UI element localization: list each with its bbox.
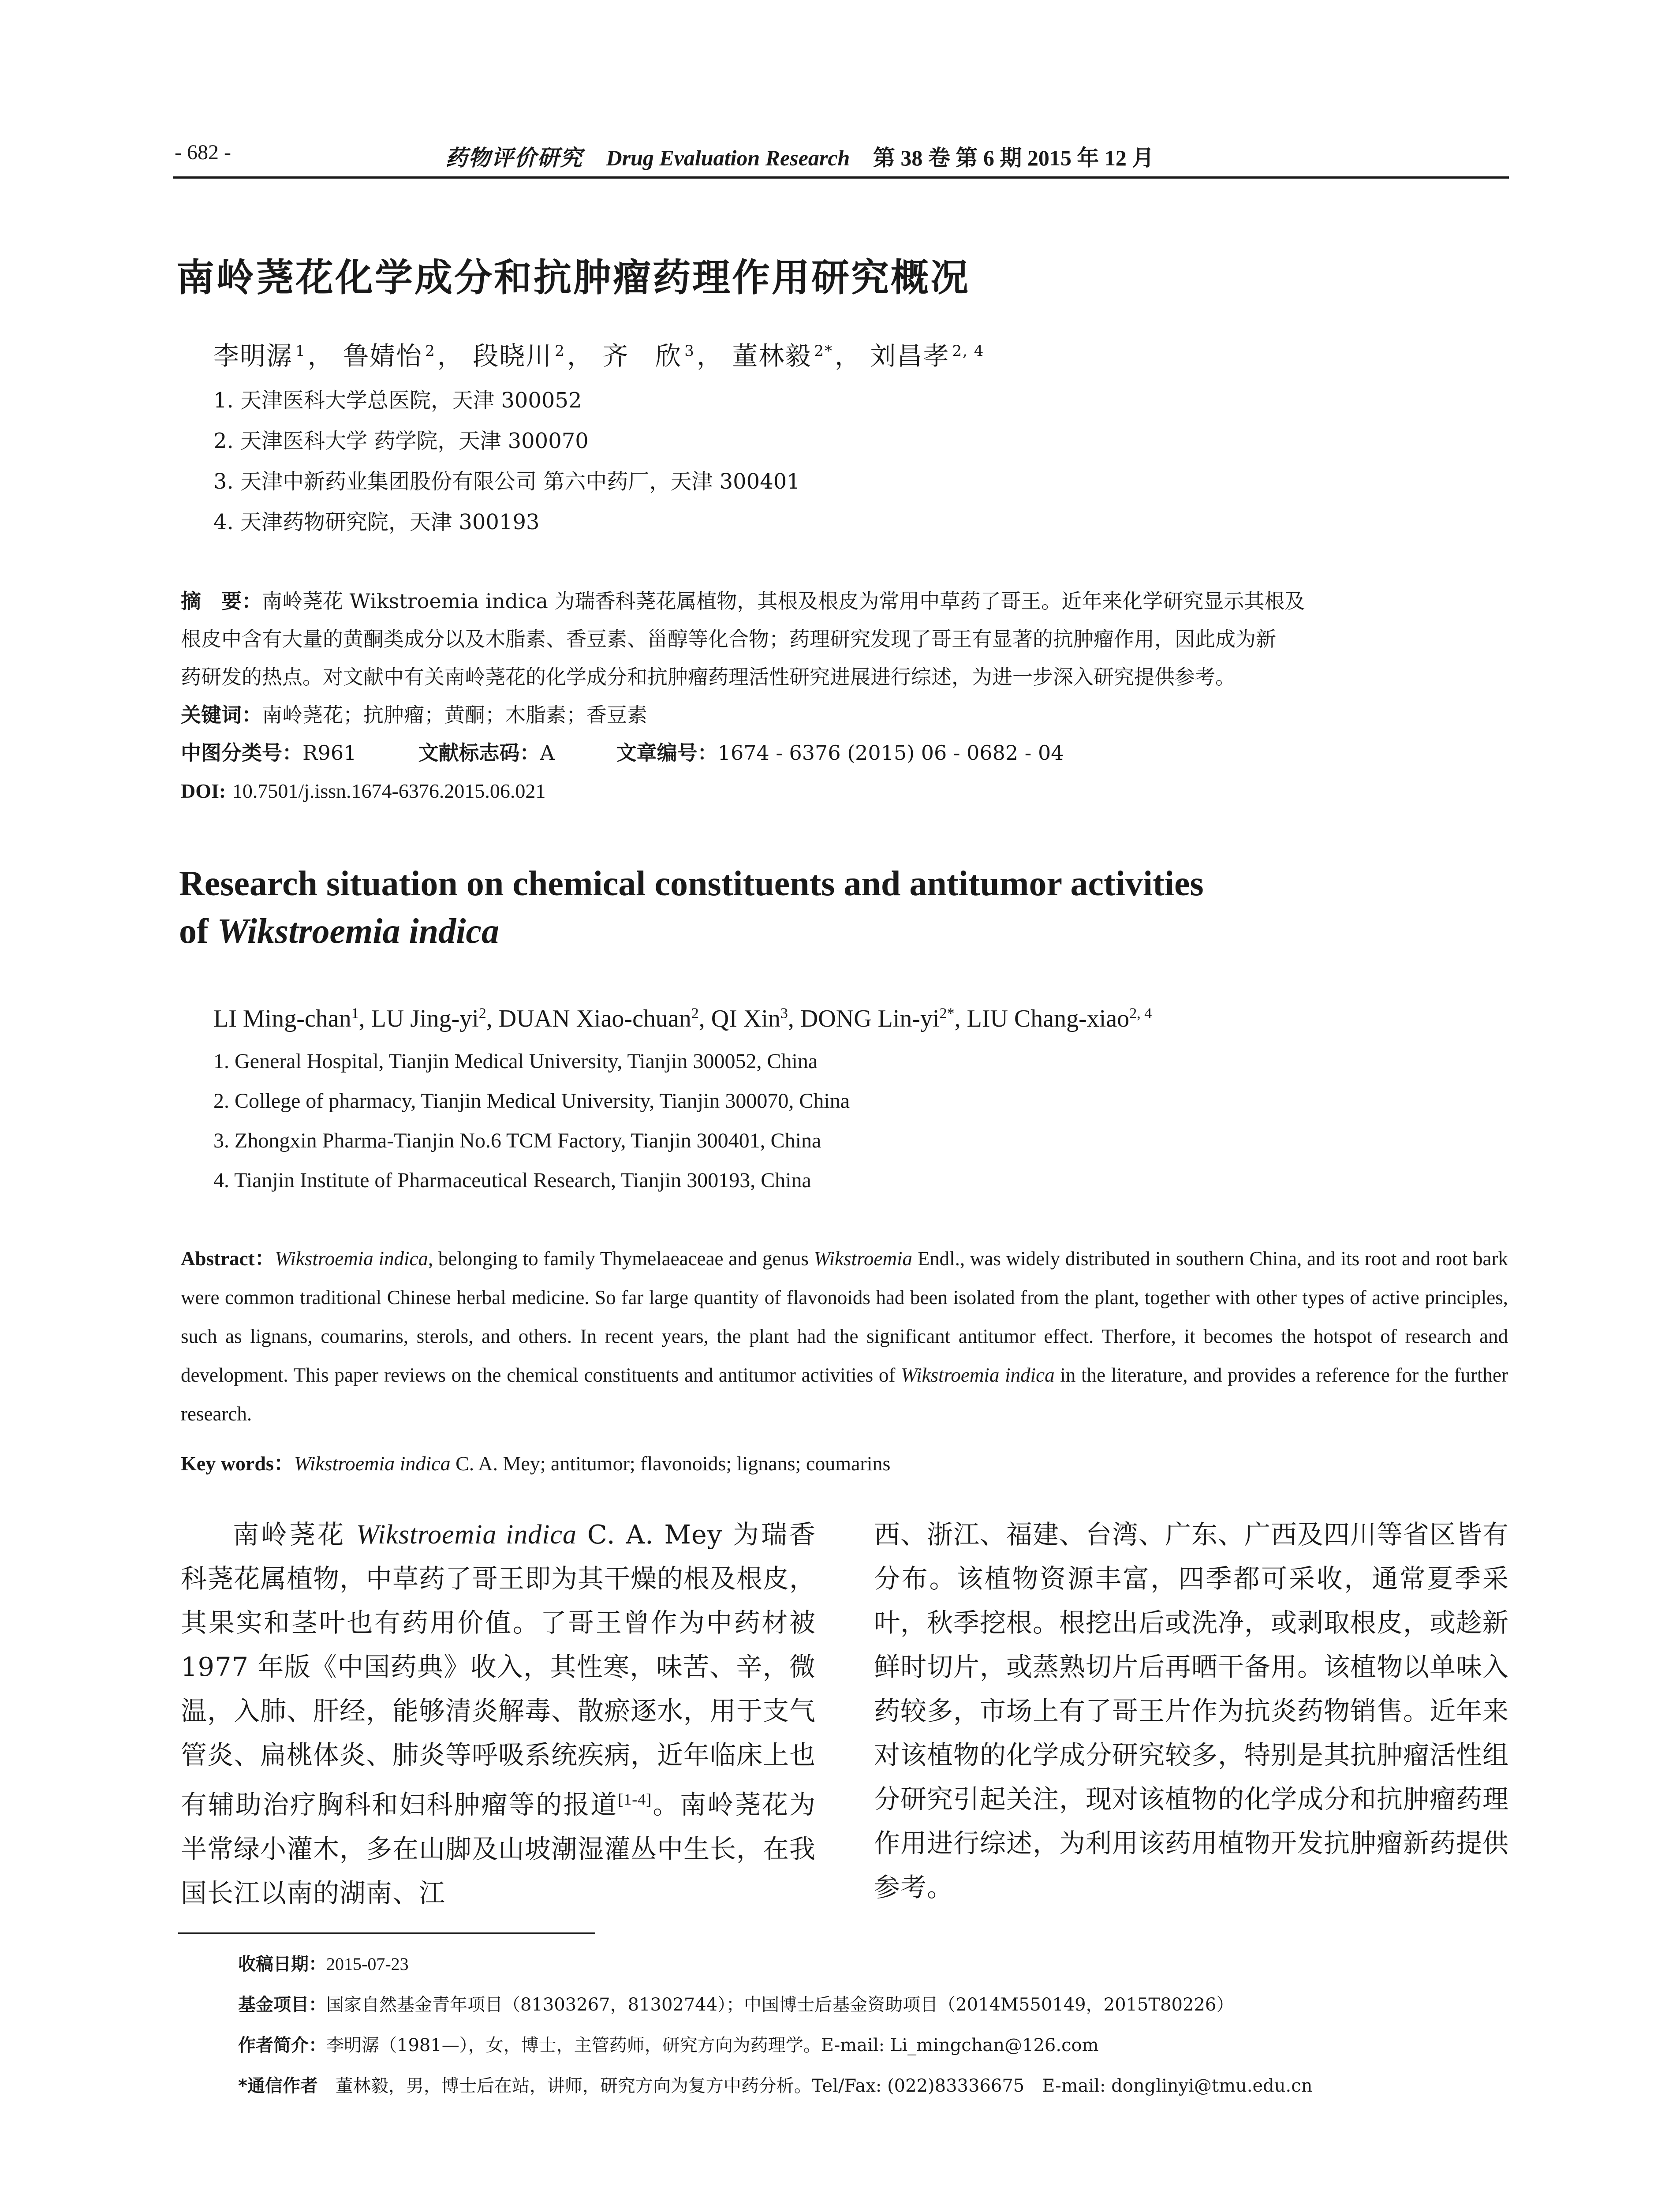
abstract-en [181, 1239, 1508, 1433]
page-number: - 682 - [175, 141, 231, 164]
abstract-cn-line: 南岭荛花 Wikstroemia indica 为瑞香科荛花属植物，其根及根皮为常用中草药了哥王。近年来化学研究显示其根及 [262, 589, 1305, 613]
author-cn: 李明潺 [213, 341, 293, 371]
body-text: C. A. Mey 为瑞香科荛花属植物，中草药了哥王即为其干燥的根及根皮，其果实和茎叶也有药用价值。了哥王曾作为中药材被 1977 年版《中国药典》收入，其性寒，味苦、辛，微温，入肺、肝经，能够清炎解毒、散瘀逐水，用于支气管炎、扁桃体炎、肺炎等呼吸系统疾病，近年临床上也有辅助治疗胸科和妇科肿瘤等的报道 [181, 1519, 816, 1820]
author-cn: 段晓川 [473, 341, 553, 371]
doc-code-label: 文献标志码： [418, 741, 540, 765]
author-en: LU Jing-yi [371, 1005, 479, 1032]
abstract-cn [181, 582, 1508, 810]
corresponding-info: 董林毅，男，博士后在站，讲师，研究方向为复方中药分析。Tel/Fax: (022)83336675 E-mail: donglinyi@tmu.edu.cn [317, 2076, 1313, 2096]
affiliation-en: 1. General Hospital, Tianjin Medical University, Tianjin 300052, China [213, 1050, 818, 1073]
keywords-en-species: Wikstroemia indica [294, 1452, 451, 1475]
author-en-sup: 2 [691, 1005, 699, 1022]
keywords-en-text: C. A. Mey; antitumor; flavonoids; lignans; coumarins [450, 1452, 891, 1475]
affiliation-cn: 3. 天津中新药业集团股份有限公司 第六中药厂，天津 300401 [213, 469, 800, 494]
affiliations-en [213, 1042, 850, 1200]
journal-header [445, 140, 1154, 172]
author-cn-sup: 1 [295, 342, 306, 360]
abstract-cn-line: 药研发的热点。对文献中有关南岭荛花的化学成分和抗肿瘤药理活性研究进展进行综述，为进一步深入研究提供参考。 [181, 665, 1236, 689]
body-column-left [181, 1513, 816, 1915]
author-cn: 鲁婧怡 [343, 341, 423, 371]
author-en-sup: 1 [351, 1005, 359, 1022]
abstract-en-species: Wikstroemia indica [901, 1364, 1055, 1386]
journal-logo: 药物评价研究 [445, 145, 583, 171]
title-en-species: Wikstroemia indica [217, 912, 499, 951]
body-species: Wikstroemia indica [356, 1520, 577, 1550]
abstract-en-label: Abstract： [181, 1248, 275, 1270]
author-en: LI Ming-chan [213, 1005, 351, 1032]
affiliation-cn: 1. 天津医科大学总医院，天津 300052 [213, 388, 582, 413]
citation-ref[interactable]: [1-4] [618, 1790, 652, 1808]
keywords-cn-label: 关键词： [181, 703, 262, 727]
keywords-en [181, 1447, 890, 1476]
author-en: QI Xin [711, 1005, 780, 1032]
article-no-label: 文章编号： [616, 741, 718, 765]
classification-row [181, 734, 1508, 772]
author-en: DUAN Xiao-chuan [498, 1005, 691, 1032]
body-text: 西、浙江、福建、台湾、广东、广西及四川等省区皆有分布。该植物资源丰富，四季都可采收，通常夏季采叶，秋季挖根。根挖出后或洗净，或剥取根皮，或趁新鲜时切片，或蒸熟切片后再晒干备用。该植物以单味入药较多，市场上有了哥王片作为抗炎药物销售。近年来对该植物的化学成分研究较多，特别是其抗肿瘤活性组分研究引起关注，现对该植物的化学成分和抗肿瘤药理作用进行综述，为利用该药用植物开发抗肿瘤新药提供参考。 [874, 1519, 1509, 1902]
author-cn-sup: 2 [425, 342, 436, 360]
author-en-sup: 2* [939, 1005, 955, 1022]
title-en-prefix: of [179, 912, 217, 951]
title-en-line1: Research situation on chemical constituents and antitumor activities [179, 864, 1204, 903]
fund-value: 国家自然基金青年项目（81303267，81302744）；中国博士后基金资助项目（2014M550149，2015T80226） [326, 1995, 1234, 2015]
doi-label: DOI: [181, 780, 226, 802]
body-text: 。南岭荛花为半常绿小灌木，多在山脚及山坡潮湿灌丛中生长，在我国长江以南的湖南、江 [181, 1789, 816, 1908]
author-cn: 齐 欣 [602, 341, 682, 371]
keywords-en-label: Key words： [181, 1452, 294, 1475]
affiliation-cn: 2. 天津医科大学 药学院，天津 300070 [213, 429, 589, 453]
corresponding-label: *通信作者 [238, 2076, 318, 2096]
clc-value: R961 [302, 741, 357, 765]
author-cn-sup: 2, 4 [952, 342, 985, 360]
header-rule [173, 176, 1509, 179]
abstract-en-text: , belonging to family Thymelaeaceae and genus [428, 1248, 814, 1270]
author-cn: 刘昌孝 [870, 341, 950, 371]
affiliation-en: 3. Zhongxin Pharma-Tianjin No.6 TCM Factory, Tianjin 300401, China [213, 1129, 821, 1152]
author-en: DONG Lin-yi [800, 1005, 940, 1032]
received-date: 2015-07-23 [326, 1954, 409, 1974]
author-en-sup: 2 [478, 1005, 486, 1022]
body-text: 南岭荛花 [233, 1519, 356, 1550]
doc-code-value: A [540, 741, 555, 765]
doi-value[interactable]: 10.7501/j.issn.1674-6376.2015.06.021 [232, 780, 546, 802]
article-no-value: 1674 - 6376 (2015) 06 - 0682 - 04 [717, 741, 1064, 765]
author-bio-label: 作者简介： [238, 2035, 326, 2056]
author-bio: 李明潺（1981—），女，博士，主管药师，研究方向为药理学。E-mail: Li_mingchan@126.com [326, 2035, 1099, 2056]
abstract-en-species: Wikstroemia indica [275, 1248, 428, 1270]
author-cn-sup: 2* [814, 342, 833, 360]
abstract-en-text: Endl., was widely distributed in southern China, and its root and root bark were common traditional Chinese herbal medicine. So far large quantity of flavonoids had been isolated from the plant, together with other types of active principles, such as lignans, coumarins, sterols, and others. In recent years, the plant had the significant antitumor effect. Therfore, it becomes the hotspot of research and development. This paper reviews on the chemical constituents and antitumor activities of [181, 1248, 1508, 1386]
abstract-cn-line: 根皮中含有大量的黄酮类成分以及木脂素、香豆素、甾醇等化合物；药理研究发现了哥王有显著的抗肿瘤作用，因此成为新 [181, 627, 1276, 651]
clc-label: 中图分类号： [181, 741, 302, 765]
abstract-cn-label: 摘 要： [181, 589, 262, 613]
author-en-sup: 2, 4 [1129, 1005, 1152, 1022]
authors-en: LI Ming-chan$^1$, LU Jing-$yi^2$, DUAN Xiao-chuan$^2$, QI Xin$^3$, DONG Lin-$yi^{2*}$, LIU Chang-xiao$^{2, 4}$ [213, 1005, 1152, 1032]
footnote-rule [178, 1932, 595, 1934]
keywords-cn: 南岭荛花；抗肿瘤；黄酮；木脂素；香豆素 [262, 703, 647, 727]
paper-title-en [179, 860, 1506, 955]
paper-title-cn: 南岭荛花化学成分和抗肿瘤药理作用研究概况 [176, 256, 970, 300]
body-column-right [874, 1513, 1509, 1910]
journal-issue: 第 38 卷 第 6 期 2015 年 12 月 [873, 146, 1154, 170]
author-cn-sup: 3 [684, 342, 695, 360]
authors-cn: 李明潺 $^1$， 鲁婧怡 $^2$， 段晓川 $^2$， 齐 欣 $^3$， 董林毅 $^{2*}$， 刘昌孝 $^{2, 4}$ [213, 341, 985, 371]
author-en: LIU Chang-xiao [967, 1005, 1130, 1032]
author-en-sup: 3 [780, 1005, 788, 1022]
affiliation-en: 2. College of pharmacy, Tianjin Medical University, Tianjin 300070, China [213, 1089, 850, 1113]
author-cn: 董林毅 [732, 341, 812, 371]
affiliation-cn: 4. 天津药物研究院，天津 300193 [213, 510, 540, 534]
received-label: 收稿日期： [238, 1954, 326, 1974]
affiliations-cn [213, 380, 800, 542]
affiliation-en: 4. Tianjin Institute of Pharmaceutical Research, Tianjin 300193, China [213, 1169, 811, 1192]
abstract-en-text: in the literature, and provides a reference for the further research. [181, 1364, 1508, 1425]
footnotes [238, 1944, 1312, 2106]
journal-name-en: Drug Evaluation Research [606, 146, 850, 170]
fund-label: 基金项目： [238, 1995, 326, 2015]
author-cn-sup: 2 [555, 342, 565, 360]
abstract-en-genus: Wikstroemia [814, 1248, 912, 1270]
